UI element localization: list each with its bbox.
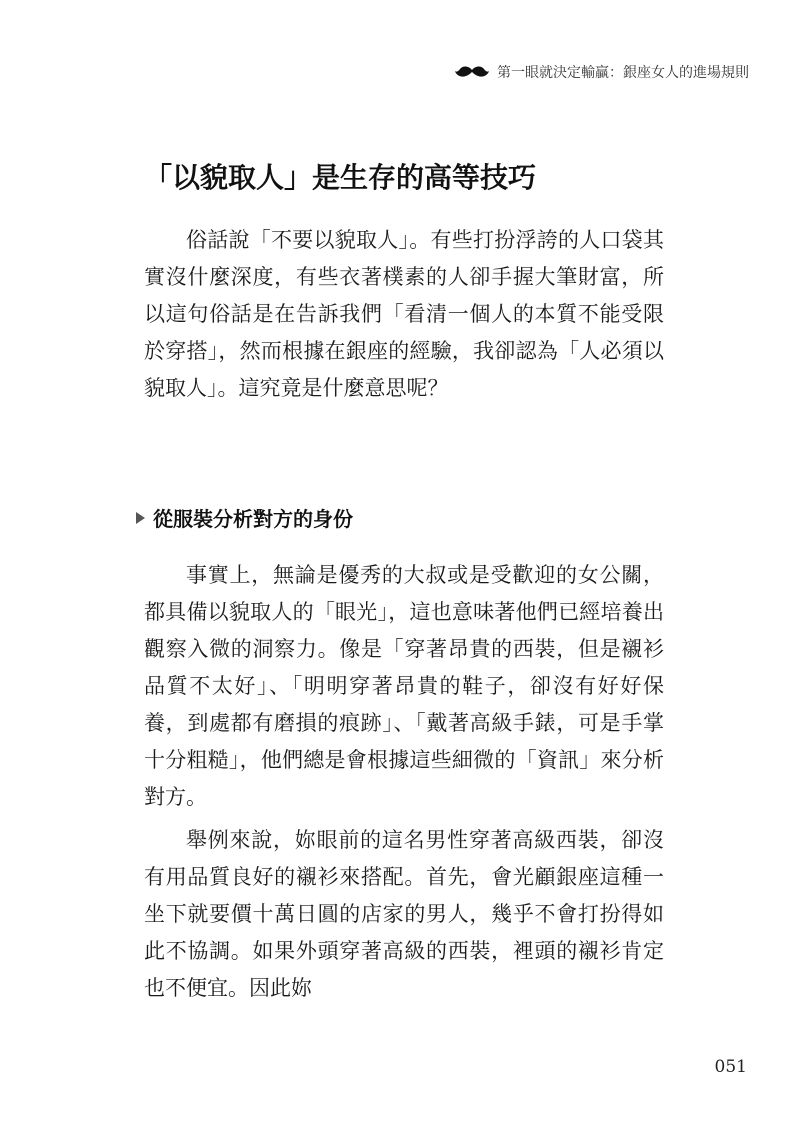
triangle-bullet-icon — [136, 512, 145, 524]
intro-paragraph: 俗話說「不要以貌取人」。有些打扮浮誇的人口袋其實沒什麼深度，有些衣著樸素的人卻手握大筆財富，所以這句俗話是在告訴我們「看清一個人的本質不能受限於穿搭」，然而根據在銀座的經驗，我卻認為「人必須以貌取人」。這究竟是什麼意思呢？ — [144, 228, 664, 400]
body-paragraph: 事實上，無論是優秀的大叔或是受歡迎的女公關，都具備以貌取人的「眼光」，這也意味著他們已經培養出觀察入微的洞察力。像是「穿著昂貴的西裝，但是襯衫品質不太好」、「明明穿著昂貴的鞋子，卻沒有好好保養，到處都有磨損的痕跡」、「戴著高級手錶，可是手掌十分粗糙」，他們總是會根據這些細微的「資訊」來分析對方。 — [144, 563, 664, 809]
subheading — [136, 503, 353, 532]
page-number: 051 — [714, 1057, 747, 1077]
body-paragraph: 舉例來說，妳眼前的這名男性穿著高級西裝，卻沒有用品質良好的襯衫來搭配。首先，會光顧銀座這種一坐下就要價十萬日圓的店家的男人，幾乎不會打扮得如此不協調。如果外頭穿著高級的西裝，裡頭的襯衫肯定也不便宜。因此妳 — [144, 828, 664, 1000]
mustache-icon — [455, 66, 489, 78]
section-title: 「以貌取人」是生存的高等技巧 — [144, 161, 537, 194]
running-header — [455, 62, 749, 82]
running-header-text: 第一眼就決定輸贏：銀座女人的進場規則 — [497, 65, 749, 81]
subheading-title: 從服裝分析對方的身份 — [153, 507, 353, 531]
